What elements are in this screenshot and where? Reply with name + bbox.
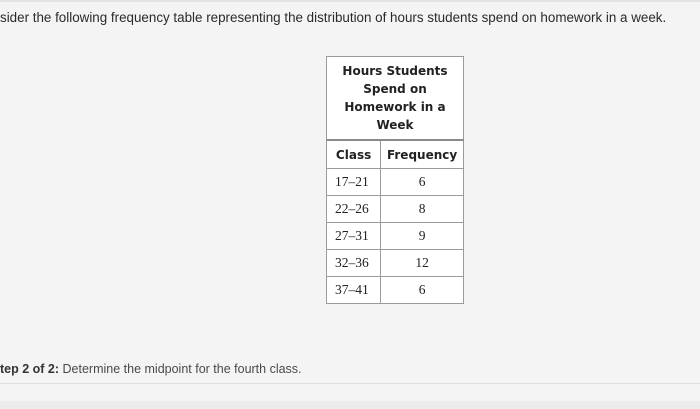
frequency-cell: 8: [381, 196, 464, 223]
class-cell: 27–31: [327, 223, 381, 250]
section-divider: [0, 383, 700, 384]
step-text: Determine the midpoint for the fourth class.: [62, 362, 302, 376]
frequency-cell: 9: [381, 223, 464, 250]
frequency-cell: 12: [381, 250, 464, 277]
table-title-line: Spend on: [363, 82, 427, 96]
frequency-cell: 6: [381, 169, 464, 196]
table-row: [327, 196, 464, 223]
column-header-class: Class: [327, 140, 381, 169]
frequency-table: [326, 56, 464, 304]
step-instruction: [0, 362, 302, 376]
table-row: [327, 223, 464, 250]
class-cell: 37–41: [327, 277, 381, 304]
top-divider: [0, 0, 700, 2]
class-cell: 22–26: [327, 196, 381, 223]
class-cell: 17–21: [327, 169, 381, 196]
table-title-line: Week: [376, 118, 414, 132]
table-row: [327, 250, 464, 277]
class-cell: 32–36: [327, 250, 381, 277]
bottom-edge: [0, 401, 700, 409]
table-title: [327, 57, 464, 141]
table-row: [327, 169, 464, 196]
question-intro-text: sider the following frequency table representing the distribution of hours students spend on homework in a week.: [0, 10, 667, 25]
column-header-frequency: Frequency: [381, 140, 464, 169]
table-header-row: [327, 140, 464, 169]
frequency-cell: 6: [381, 277, 464, 304]
step-label: tep 2 of 2:: [0, 362, 60, 376]
table-title-line: Hours Students: [342, 64, 448, 78]
table-title-line: Homework in a: [344, 100, 446, 114]
table-row: [327, 277, 464, 304]
